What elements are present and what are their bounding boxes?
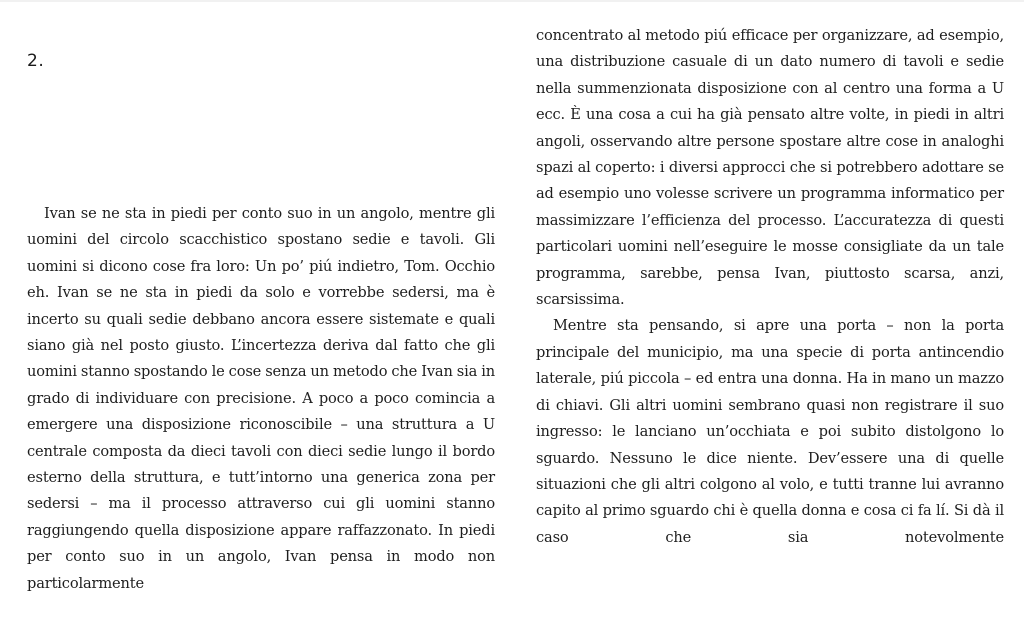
paragraph: concentrato al metodo piú efficace per organizzare, ad esempio, una distribuzione casuale di un dato numero di tavoli e sedie nella summenzionata disposizione con al centro una forma a U ecc. È una cosa a cui ha già pensato altre volte, in piedi in altri angoli, osservando altre persone spostare altre cose in analoghi spazi al coperto: i diversi approcci che si potrebbero adottare se ad esempio uno volesse scrivere un programma informatico per massimizzare l’efficienza del processo. L’accuratezza di questi particolari uomini nell’eseguire le mosse consigliate da un tale programma, sarebbe, pensa Ivan, piuttosto scarsa, anzi, scarsissima. [536, 27, 1004, 309]
right-page-text [536, 23, 1004, 551]
paragraph: Mentre sta pensando, si apre una porta – non la porta principale del municipio, ma una specie di porta antincendio laterale, piú piccola – ed entra una donna. Ha in mano un mazzo di chiavi. Gli altri uomini sembrano quasi non registrare il suo ingresso: le lanciano un’occhiata e poi subito distolgono lo sguardo. Nessuno le dice niente. Dev’essere una di quelle situazioni che gli altri colgono al volo, e tutti tranne lui avranno capito al primo sguardo chi è quella donna e cosa ci fa lí. Si dà il caso che sia notevolmente [536, 317, 1004, 546]
top-divider [0, 0, 1024, 2]
paragraph: Ivan se ne sta in piedi per conto suo in un angolo, mentre gli uomini del circolo scacchistico spostano sedie e tavoli. Gli uomini si dicono cose fra loro: Un po’ piú indietro, Tom. Occhio eh. Ivan se ne sta in piedi da solo e vorrebbe sedersi, ma è incerto su quali sedie debbano ancora essere sistemate e quali siano già nel posto giusto. L’incertezza deriva dal fatto che gli uomini stanno spostando le cose senza un metodo che Ivan sia in grado di individuare con precisione. A poco a poco comincia a emergere una disposizione riconoscibile – una struttura a U centrale composta da dieci tavoli con dieci sedie lungo il bordo esterno della struttura, e tutt’intorno una generica zona per sedersi – ma il processo attraverso cui gli uomini stanno raggiungendo quella disposizione appare raffazzonato. In piedi per conto suo in un angolo, Ivan pensa in modo non particolarmente [27, 205, 495, 592]
left-page-text [27, 201, 495, 597]
chapter-number: 2. [27, 51, 45, 71]
